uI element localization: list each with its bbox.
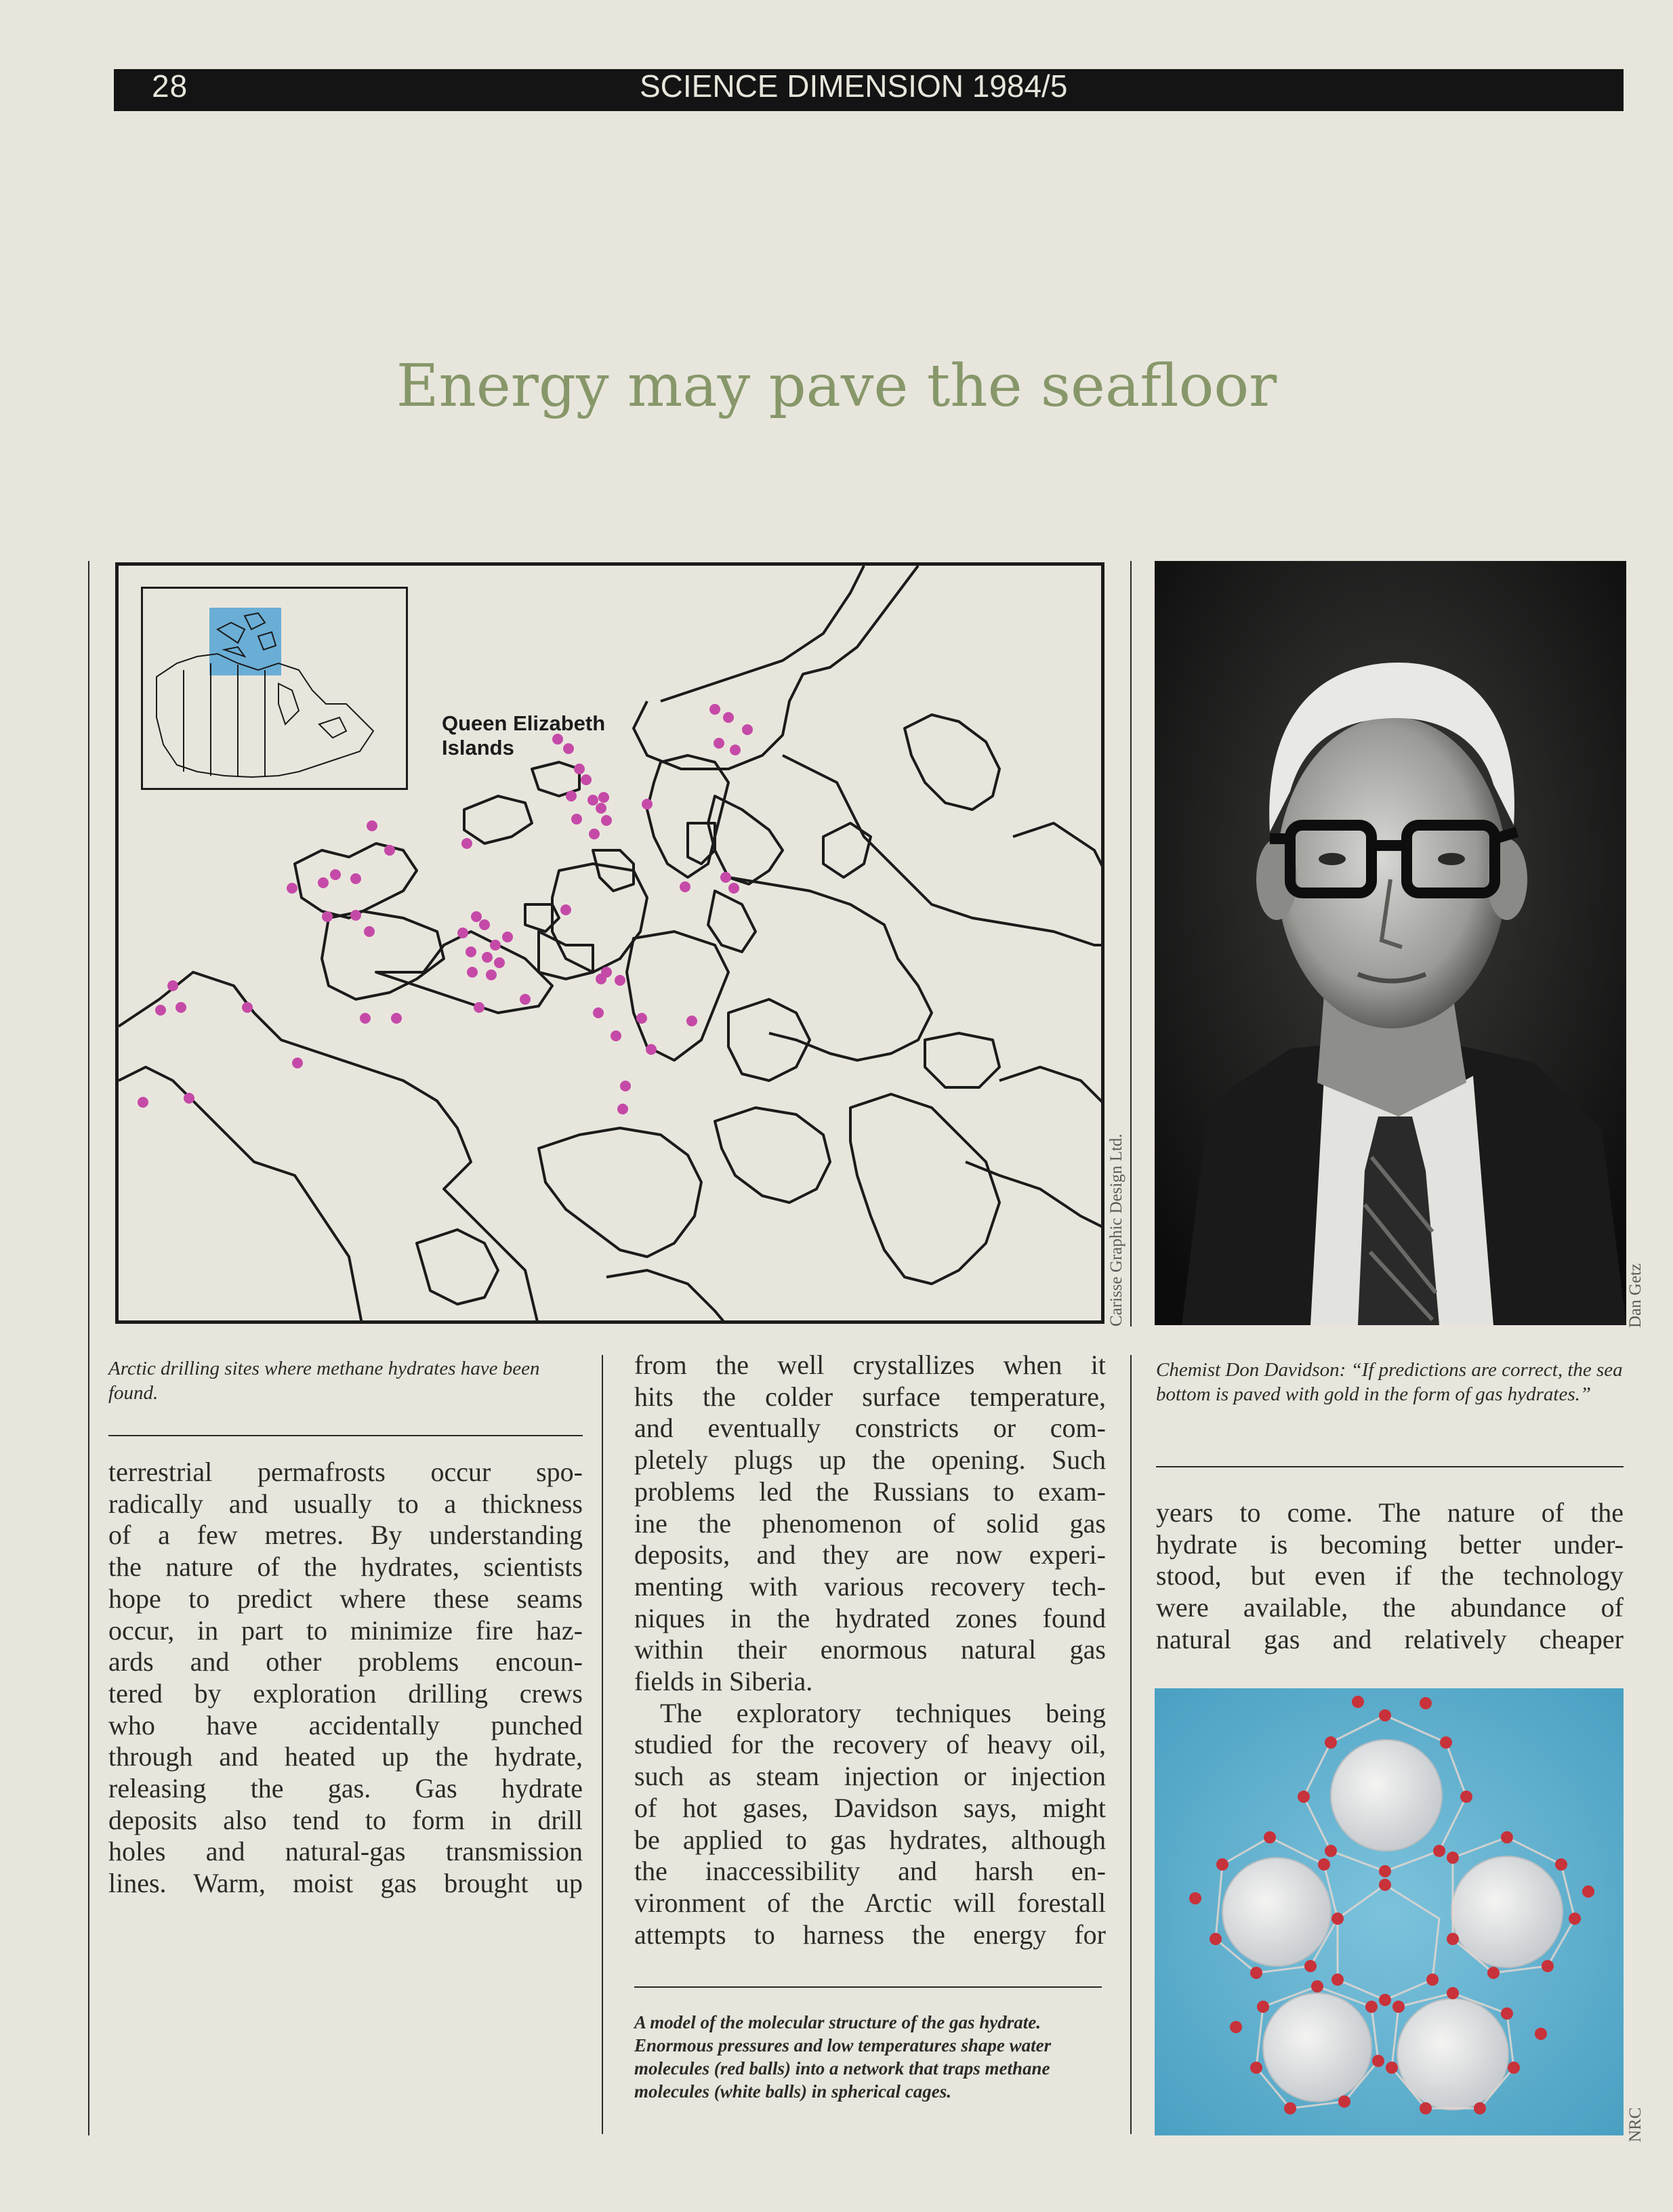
body-line: deposits, and they are now experi- bbox=[634, 1539, 1106, 1570]
body-line: menting with various recovery tech- bbox=[634, 1570, 1106, 1602]
body-line: studied for the recovery of heavy oil, bbox=[634, 1729, 1106, 1760]
body-column-1 bbox=[108, 1457, 583, 1900]
column-rule-1 bbox=[602, 1355, 603, 2134]
map-label-islands: Islands bbox=[442, 736, 514, 759]
body-line: pletely plugs up the opening. Such bbox=[634, 1444, 1106, 1476]
body-line: releasing the gas. Gas hydrate bbox=[108, 1773, 583, 1804]
molecular-model-drawing bbox=[1155, 1688, 1624, 2135]
photo-credit: Dan Getz bbox=[1626, 1263, 1645, 1328]
map-credit: Carisse Graphic Design Ltd. bbox=[1107, 1133, 1125, 1327]
body-line: of hot gases, Davidson says, might bbox=[634, 1792, 1106, 1823]
body-line: The exploratory techniques being bbox=[660, 1697, 1106, 1728]
body-line: holes and natural-gas transmission bbox=[108, 1836, 583, 1867]
body-line: years to come. The nature of the bbox=[1156, 1497, 1624, 1528]
body-line: terrestrial permafrosts occur spo- bbox=[108, 1457, 583, 1487]
body-line: the inaccessibility and harsh en- bbox=[634, 1856, 1106, 1887]
body-line: deposits also tend to form in drill bbox=[108, 1804, 583, 1835]
column-rule-2 bbox=[1130, 561, 1132, 1327]
running-title: SCIENCE DIMENSION 1984/5 bbox=[640, 68, 1068, 104]
caption-rule-2 bbox=[1156, 1466, 1624, 1467]
column-rule-left bbox=[88, 561, 89, 2135]
body-column-2 bbox=[634, 1350, 1106, 1950]
column-rule-3 bbox=[1130, 1355, 1132, 2134]
body-line: through and heated up the hydrate, bbox=[108, 1741, 583, 1772]
body-line: be applied to gas hydrates, although bbox=[634, 1824, 1106, 1855]
article-headline: Energy may pave the seafloor bbox=[396, 352, 1277, 420]
body-line: of a few metres. By understanding bbox=[108, 1520, 583, 1551]
portrait-photo bbox=[1155, 561, 1626, 1325]
canada-inset-map bbox=[141, 587, 408, 790]
body-line: occur, in part to minimize fire haz- bbox=[108, 1614, 583, 1646]
map-label-queen-elizabeth: Queen Elizabeth bbox=[442, 711, 606, 735]
body-line: hydrate is becoming better under- bbox=[1156, 1528, 1624, 1560]
body-line: vironment of the Arctic will forestall bbox=[634, 1887, 1106, 1918]
body-line: such as steam injection or injection bbox=[634, 1761, 1106, 1792]
body-line: hits the colder surface temperature, bbox=[634, 1381, 1106, 1412]
page-number: 28 bbox=[152, 68, 188, 104]
body-line: niques in the hydrated zones found bbox=[634, 1602, 1106, 1633]
body-line: tered by exploration drilling crews bbox=[108, 1677, 583, 1709]
body-line: were available, the abundance of bbox=[1156, 1592, 1624, 1623]
map-caption: Arctic drilling sites where methane hydrates have been found. bbox=[108, 1358, 540, 1404]
body-line: stood, but even if the technology bbox=[1156, 1560, 1624, 1591]
canada-inset-drawing bbox=[143, 589, 406, 788]
body-line: lines. Warm, moist gas brought up bbox=[108, 1868, 583, 1899]
body-line: ards and other problems encoun- bbox=[108, 1646, 583, 1677]
body-line: fields in Siberia. bbox=[634, 1666, 813, 1697]
body-line: natural gas and relatively cheaper bbox=[1156, 1623, 1624, 1654]
photo-caption: Chemist Don Davidson: “If predictions are correct, the sea bottom is paved with gold in the form of gas hydrates.” bbox=[1156, 1359, 1623, 1405]
caption-rule-3 bbox=[634, 1986, 1102, 1988]
molecular-model-photo bbox=[1155, 1688, 1624, 2135]
body-line: ine the phenomenon of solid gas bbox=[634, 1507, 1106, 1539]
model-caption: A model of the molecular structure of the gas hydrate. Enormous pressures and low temperatures shape water molecules (red balls) into a network that traps methane molecules (white balls) in spherical cages. bbox=[634, 2012, 1052, 2102]
caption-rule-1 bbox=[108, 1435, 583, 1436]
body-line: attempts to harness the energy for bbox=[634, 1919, 1106, 1950]
body-column-3 bbox=[1156, 1497, 1624, 1656]
body-line: hope to predict where these seams bbox=[108, 1583, 583, 1614]
body-line: who have accidentally punched bbox=[108, 1709, 583, 1740]
model-credit: NRC bbox=[1626, 2107, 1645, 2142]
body-line: and eventually constricts or com- bbox=[634, 1413, 1106, 1444]
body-line: radically and usually to a thickness bbox=[108, 1488, 583, 1519]
body-line: problems led the Russians to exam- bbox=[634, 1476, 1106, 1507]
body-line: from the well crystallizes when it bbox=[634, 1350, 1106, 1380]
portrait-drawing bbox=[1155, 561, 1626, 1325]
body-line: within their enormous natural gas bbox=[634, 1634, 1106, 1665]
body-line: the nature of the hydrates, scientists bbox=[108, 1551, 583, 1583]
